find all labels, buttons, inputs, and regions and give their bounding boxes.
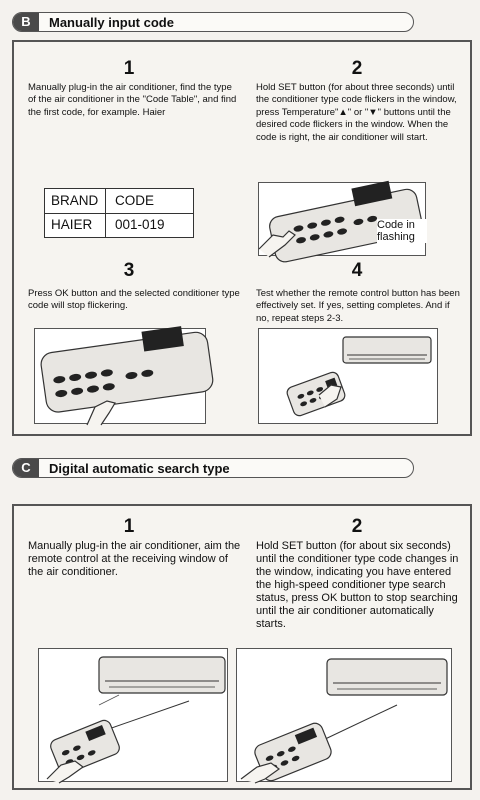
step-c2-number: 2 <box>351 516 363 537</box>
table-cell-brand: HAIER <box>51 217 93 232</box>
step-b3-number: 3 <box>123 260 135 281</box>
step-b2-number: 2 <box>351 58 363 79</box>
table-header-brand: BRAND <box>51 193 99 208</box>
table-cell-code: 001-019 <box>115 217 165 232</box>
step-b1-text: Manually plug-in the air conditioner, find the type of the air conditioner in the "Code Table", and find the first code, for example. Haier <box>28 82 237 118</box>
section-b-header <box>12 12 414 32</box>
section-c-header <box>12 458 414 478</box>
step-b3-text: Press OK button and the selected conditioner type code will stop flickering. <box>28 288 240 312</box>
ac-illustration-c1 <box>38 648 228 782</box>
ac-illustration-c2 <box>236 648 452 782</box>
section-c-title: Digital automatic search type <box>49 461 230 476</box>
section-b-panel <box>12 40 472 436</box>
flash-label <box>377 219 427 243</box>
table-header-code: CODE <box>115 193 155 208</box>
ac-illustration-b4 <box>258 328 438 424</box>
flash-label-line1: Code in <box>377 219 415 231</box>
remote-press-icon <box>35 329 207 425</box>
step-c1-text: Manually plug-in the air conditioner, aim the remote control at the receiving window of the air conditioner. <box>28 540 241 578</box>
step-c2-text: Hold SET button (for about six seconds) until the conditioner type code changes in the window, indicating you have entered the high-speed conditioner type search status, press OK button to stop searching until the air conditioner automatically starts. <box>256 540 459 630</box>
flash-label-line2: flashing <box>377 231 415 243</box>
remote-illustration-b2 <box>258 182 426 256</box>
section-b-letter: B <box>13 13 39 31</box>
section-b-title: Manually input code <box>49 15 174 30</box>
air-conditioner-icon-c2 <box>237 649 453 783</box>
air-conditioner-icon <box>259 329 439 425</box>
section-c-letter: C <box>13 459 39 477</box>
step-c1-number: 1 <box>123 516 135 537</box>
step-b1-number: 1 <box>123 58 135 79</box>
section-c-panel <box>12 504 472 790</box>
step-b2-text: Hold SET button (for about three seconds) until the conditioner type code flickers in the window, press Temperature"▲" or "▼" buttons until the desired code flickers in the window. When the code is right, the air conditioner will start. <box>256 82 457 143</box>
step-b4-text: Test whether the remote control button has been effectively set. If yes, setting completes. And if no, repeat steps 2-3. <box>256 288 460 324</box>
step-b4-number: 4 <box>351 260 363 281</box>
brand-code-table <box>44 188 194 238</box>
air-conditioner-icon-c1 <box>39 649 229 783</box>
remote-illustration-b3 <box>34 328 206 424</box>
